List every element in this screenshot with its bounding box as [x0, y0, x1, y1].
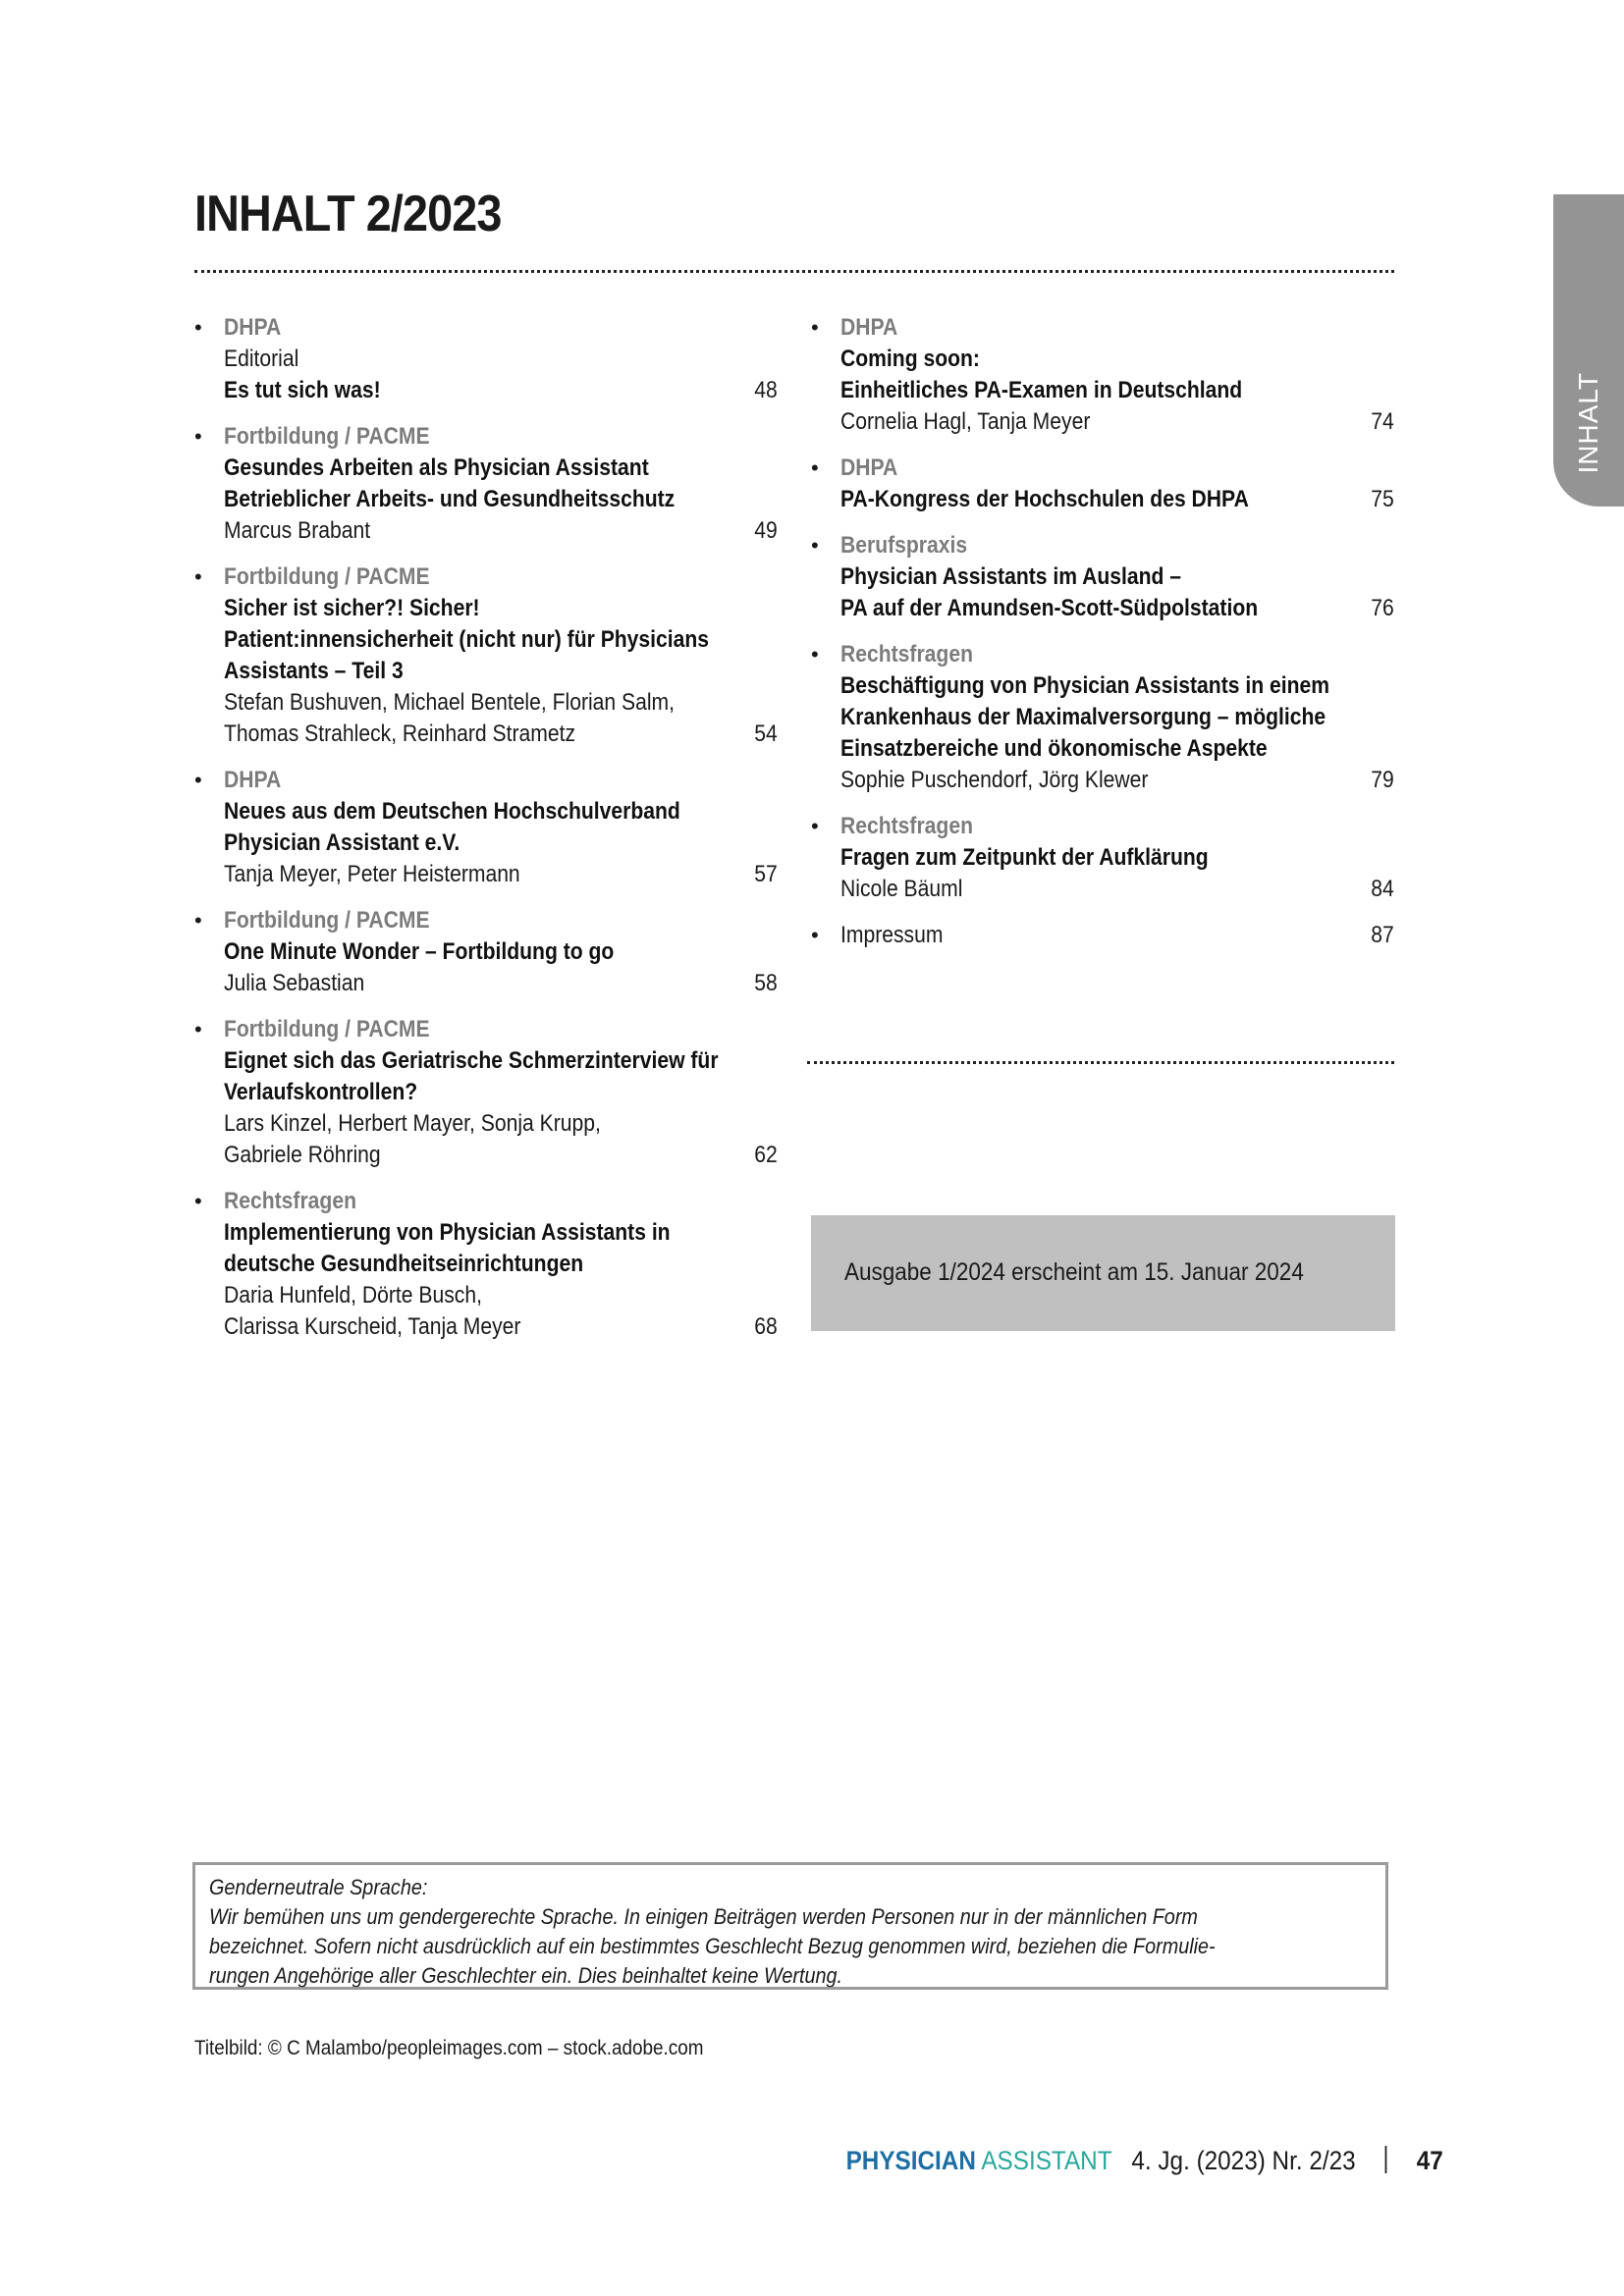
- toc-entry: [194, 765, 778, 890]
- gender-note-box: [192, 1862, 1388, 1990]
- bullet-icon: •: [811, 455, 819, 480]
- toc-end-divider: [807, 1061, 1394, 1064]
- toc-article-title: Eignet sich das Geriatrische Schmerzinterview für: [224, 1047, 719, 1074]
- bullet-icon: •: [194, 1017, 202, 1041]
- toc-entry: [811, 312, 1394, 438]
- toc-subtitle: Editorial: [224, 346, 299, 372]
- toc-right-column: [811, 312, 1394, 966]
- toc-section-label: Fortbildung / PACME: [224, 563, 430, 590]
- toc-article-title: Einheitliches PA-Examen in Deutschland: [840, 377, 1243, 403]
- toc-section-label: Rechtsfragen: [840, 641, 973, 667]
- toc-section-label: DHPA: [840, 454, 898, 481]
- bullet-icon: •: [811, 814, 819, 838]
- toc-article-title: Einsatzbereiche und ökonomische Aspekte: [840, 735, 1268, 762]
- toc-page-number: 75: [1371, 486, 1394, 512]
- toc-article-title: Fragen zum Zeitpunkt der Aufklärung: [840, 844, 1209, 871]
- toc-section-label: Fortbildung / PACME: [224, 907, 430, 934]
- gender-note-line: bezeichnet. Sofern nicht ausdrücklich auf ein bestimmtes Geschlecht Bezug genommen wird, beziehen die Formulie-: [209, 1934, 1216, 1958]
- toc-authors: Stefan Bushuven, Michael Bentele, Florian Salm,: [224, 689, 676, 716]
- toc-page-number: 48: [754, 377, 778, 403]
- toc-authors: Lars Kinzel, Herbert Mayer, Sonja Krupp,: [224, 1110, 601, 1137]
- toc-article-title: Physician Assistant e.V.: [224, 829, 460, 856]
- toc-page-number: 84: [1371, 876, 1394, 902]
- toc-article-title: Betrieblicher Arbeits- und Gesundheitsschutz: [224, 486, 676, 512]
- toc-section-label: DHPA: [224, 767, 282, 793]
- gender-note-title: Genderneutrale Sprache:: [209, 1875, 428, 1899]
- toc-entry: [194, 421, 778, 547]
- toc-page-number: 57: [754, 861, 778, 887]
- toc-article-title: Krankenhaus der Maximalversorgung – mögliche: [840, 704, 1326, 730]
- toc-page-number: 68: [754, 1313, 778, 1340]
- toc-article-title: PA-Kongress der Hochschulen des DHPA: [840, 486, 1249, 512]
- toc-page-number: 74: [1371, 408, 1394, 435]
- footer-brand-bold: PHYSICIAN: [845, 2146, 977, 2175]
- toc-authors: Cornelia Hagl, Tanja Meyer: [840, 408, 1091, 435]
- section-side-tab: [1553, 194, 1624, 507]
- bullet-icon: •: [194, 1189, 202, 1213]
- toc-article-title: Assistants – Teil 3: [224, 658, 404, 684]
- toc-authors: Tanja Meyer, Peter Heistermann: [224, 861, 520, 887]
- toc-page-number: 58: [754, 970, 778, 996]
- bullet-icon: •: [194, 424, 202, 449]
- bullet-icon: •: [194, 908, 202, 933]
- toc-entry: [194, 1186, 778, 1343]
- toc-entry: [194, 312, 778, 406]
- toc-entry: [194, 561, 778, 750]
- bullet-icon: •: [811, 533, 819, 558]
- footer-issue: 4. Jg. (2023) Nr. 2/23: [1131, 2146, 1356, 2175]
- toc-section-label: Fortbildung / PACME: [224, 1016, 430, 1042]
- toc-section-label: DHPA: [840, 314, 898, 341]
- toc-authors: Thomas Strahleck, Reinhard Strametz: [224, 721, 576, 747]
- toc-entry: [194, 905, 778, 999]
- side-tab-label: INHALT: [1573, 371, 1603, 473]
- toc-article-title: Es tut sich was!: [224, 377, 381, 403]
- bullet-icon: •: [811, 923, 819, 947]
- bullet-icon: •: [194, 564, 202, 589]
- toc-section-label: Rechtsfragen: [224, 1188, 356, 1214]
- toc-subtitle: Impressum: [840, 922, 944, 948]
- toc-page-number: 49: [754, 517, 778, 544]
- toc-authors: Marcus Brabant: [224, 517, 371, 544]
- toc-entry: [811, 453, 1394, 515]
- title-divider: [194, 270, 1394, 273]
- footer-brand-light: ASSISTANT: [981, 2146, 1112, 2175]
- toc-page-number: 79: [1371, 767, 1394, 793]
- toc-page-number: 76: [1371, 595, 1394, 621]
- footer-separator: [1385, 2146, 1387, 2173]
- gender-note-line: Wir bemühen uns um gendergerechte Sprache. In einigen Beiträgen werden Personen nur in der männlichen Form: [209, 1904, 1198, 1929]
- toc-article-title: Verlaufskontrollen?: [224, 1079, 418, 1105]
- cover-credit: Titelbild: © C Malambo/peopleimages.com – stock.adobe.com: [194, 2037, 704, 2059]
- toc-section-label: DHPA: [224, 314, 282, 341]
- bullet-icon: •: [194, 315, 202, 340]
- toc-authors: Julia Sebastian: [224, 970, 365, 996]
- toc-article-title: Neues aus dem Deutschen Hochschulverband: [224, 798, 680, 825]
- bullet-icon: •: [811, 642, 819, 667]
- toc-page-number: 62: [754, 1142, 778, 1168]
- bullet-icon: •: [194, 768, 202, 792]
- toc-article-title: PA auf der Amundsen-Scott-Südpolstation: [840, 595, 1259, 621]
- next-issue-box: [811, 1215, 1395, 1331]
- toc-article-title: Physician Assistants im Ausland –: [840, 563, 1182, 590]
- toc-article-title: deutsche Gesundheitseinrichtungen: [224, 1251, 584, 1277]
- toc-entry: [811, 811, 1394, 905]
- page-number: 47: [1416, 2146, 1443, 2175]
- toc-authors: Gabriele Röhring: [224, 1142, 381, 1168]
- toc-entry: [811, 530, 1394, 624]
- toc-article-title: Sicher ist sicher?! Sicher!: [224, 595, 480, 621]
- next-issue-text: Ausgabe 1/2024 erscheint am 15. Januar 2024: [844, 1258, 1304, 1286]
- toc-entry: [811, 639, 1394, 796]
- toc-entry: [811, 920, 1394, 951]
- toc-authors: Sophie Puschendorf, Jörg Klewer: [840, 767, 1149, 793]
- page-title: INHALT 2/2023: [194, 186, 502, 242]
- toc-section-label: Fortbildung / PACME: [224, 423, 430, 450]
- toc-article-title: Implementierung von Physician Assistants in: [224, 1219, 671, 1246]
- toc-authors: Daria Hunfeld, Dörte Busch,: [224, 1282, 482, 1308]
- toc-authors: Clarissa Kurscheid, Tanja Meyer: [224, 1313, 521, 1340]
- page-footer: [846, 2144, 1443, 2177]
- toc-article-title: Gesundes Arbeiten als Physician Assistant: [224, 454, 649, 481]
- toc-left-column: [194, 312, 778, 1358]
- toc-page-number: 87: [1371, 922, 1394, 948]
- bullet-icon: •: [811, 315, 819, 340]
- toc-section-label: Berufspraxis: [840, 532, 968, 559]
- toc-section-label: Rechtsfragen: [840, 813, 973, 839]
- toc-authors: Nicole Bäuml: [840, 876, 963, 902]
- toc-article-title: Patient:innensicherheit (nicht nur) für Physicians: [224, 626, 710, 653]
- toc-article-title: Coming soon:: [840, 346, 980, 372]
- toc-article-title: Beschäftigung von Physician Assistants in einem: [840, 672, 1330, 699]
- toc-page-number: 54: [754, 721, 778, 747]
- toc-article-title: One Minute Wonder – Fortbildung to go: [224, 938, 615, 965]
- gender-note-line: rungen Angehörige aller Geschlechter ein. Dies beinhaltet keine Wertung.: [209, 1963, 842, 1988]
- toc-entry: [194, 1014, 778, 1171]
